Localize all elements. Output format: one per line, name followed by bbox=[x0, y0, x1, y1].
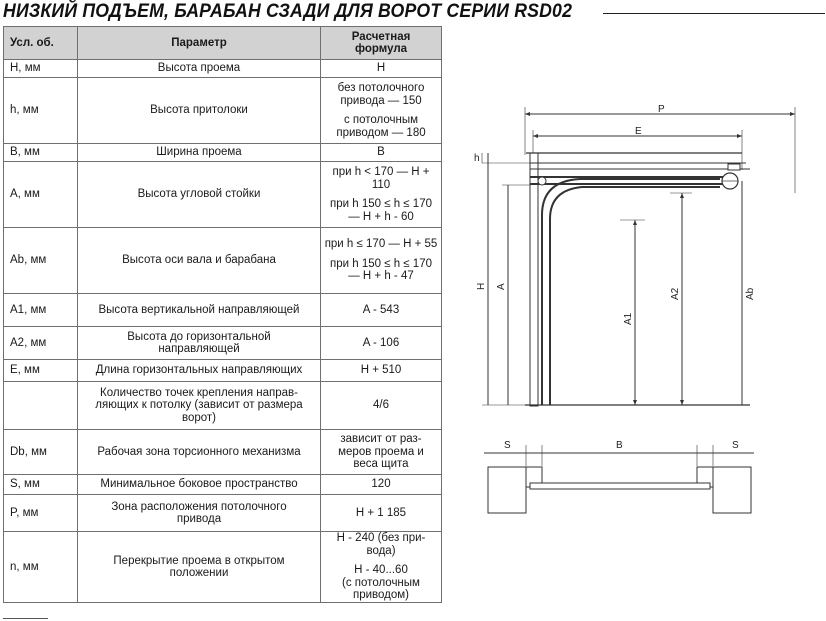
row-parameter-line: Высота до горизонтальной bbox=[127, 330, 271, 343]
page-title: НИЗКИЙ ПОДЪЕМ, БАРАБАН СЗАДИ ДЛЯ ВОРОТ СЕРИИ RSD02 bbox=[3, 1, 573, 22]
bottom-rule bbox=[3, 618, 48, 619]
row-parameter bbox=[78, 294, 321, 327]
row-formula bbox=[321, 360, 442, 382]
spec-table bbox=[3, 26, 442, 603]
row-formula-line: (с потолочным bbox=[342, 576, 420, 589]
row-parameter bbox=[78, 495, 321, 532]
row-formula bbox=[321, 495, 442, 532]
table-row bbox=[4, 382, 442, 430]
row-symbol: A2, мм bbox=[4, 327, 78, 360]
row-parameter-line: Количество точек крепления направ- bbox=[100, 386, 298, 399]
left-wall bbox=[488, 467, 526, 513]
row-symbol: Db, мм bbox=[4, 430, 78, 475]
row-symbol: A, мм bbox=[4, 162, 78, 228]
door-panel bbox=[530, 483, 710, 489]
row-formula-line: веса щита bbox=[353, 458, 409, 471]
row-formula-line: при h 150 ≤ h ≤ 170 — H + h - 60 bbox=[329, 198, 432, 223]
table-row bbox=[4, 162, 442, 228]
row-formula-line: H + 510 bbox=[360, 364, 402, 377]
row-parameter bbox=[78, 60, 321, 78]
row-parameter-line: привода bbox=[176, 513, 222, 525]
row-formula-line: при h < 170 — H + 110 bbox=[332, 166, 430, 191]
row-symbol: Ab, мм bbox=[4, 228, 78, 294]
row-parameter-line: направляющей bbox=[158, 343, 240, 355]
table-row bbox=[4, 144, 442, 162]
row-formula-line: с потолочным приводом — 180 bbox=[336, 114, 426, 139]
row-parameter-line: Перекрытие проема в открытом bbox=[113, 554, 285, 567]
table-header-row bbox=[4, 27, 442, 60]
row-parameter bbox=[78, 78, 321, 144]
row-formula-line: при h 150 ≤ h ≤ 170 — H + h - 47 bbox=[329, 257, 432, 283]
row-parameter-line: Высота притолоки bbox=[150, 104, 248, 117]
row-formula bbox=[321, 475, 442, 495]
table-row bbox=[4, 60, 442, 78]
table-row bbox=[4, 228, 442, 294]
row-parameter-line: Высота проема bbox=[157, 62, 241, 75]
row-parameter-line: Рабочая зона торсионного механизма bbox=[97, 445, 301, 458]
row-parameter-line: ворот) bbox=[181, 411, 216, 424]
row-formula-line: H - 240 (без при- bbox=[336, 532, 426, 545]
row-formula bbox=[321, 382, 442, 430]
label-A1: A1 bbox=[623, 312, 634, 325]
row-parameter bbox=[78, 532, 321, 603]
title-rule bbox=[603, 13, 825, 14]
row-parameter-line: Минимальное боковое пространство bbox=[100, 478, 298, 491]
row-formula-line: H - 40...60 bbox=[354, 564, 408, 577]
label-Ab: Ab bbox=[745, 287, 756, 300]
row-parameter bbox=[78, 360, 321, 382]
header-symbol: Усл. об. bbox=[4, 27, 78, 60]
row-symbol bbox=[4, 382, 78, 430]
row-symbol: A1, мм bbox=[4, 294, 78, 327]
row-symbol: H, мм bbox=[4, 60, 78, 78]
row-formula-line: вода) bbox=[366, 544, 396, 557]
table-row bbox=[4, 327, 442, 360]
row-symbol: n, мм bbox=[4, 532, 78, 603]
row-formula-line: H + 1 185 bbox=[355, 506, 407, 519]
label-h: h bbox=[474, 153, 480, 164]
row-formula bbox=[321, 78, 442, 144]
row-formula-line: приводом) bbox=[352, 589, 409, 602]
row-parameter bbox=[78, 228, 321, 294]
table-row bbox=[4, 475, 442, 495]
label-A2: A2 bbox=[670, 287, 681, 300]
row-formula bbox=[321, 162, 442, 228]
row-formula-line: B bbox=[377, 146, 385, 159]
row-formula bbox=[321, 228, 442, 294]
row-formula-line: 120 bbox=[371, 478, 391, 491]
row-formula-line: A - 106 bbox=[362, 336, 400, 349]
row-parameter bbox=[78, 327, 321, 360]
row-parameter bbox=[78, 162, 321, 228]
label-P: P bbox=[658, 104, 665, 115]
row-formula-line: при h ≤ 170 — H + 55 bbox=[324, 238, 438, 251]
header-parameter: Параметр bbox=[78, 27, 321, 60]
table-row bbox=[4, 430, 442, 475]
row-formula bbox=[321, 60, 442, 78]
row-formula-line: H bbox=[376, 62, 386, 75]
row-formula bbox=[321, 430, 442, 475]
row-formula bbox=[321, 294, 442, 327]
row-parameter-line: ляющих к потолку (зависит от размера bbox=[95, 399, 303, 412]
row-symbol: h, мм bbox=[4, 78, 78, 144]
row-symbol: B, мм bbox=[4, 144, 78, 162]
row-parameter bbox=[78, 475, 321, 495]
table-row bbox=[4, 294, 442, 327]
row-parameter bbox=[78, 382, 321, 430]
row-symbol: P, мм bbox=[4, 495, 78, 532]
row-parameter-line: Высота оси вала и барабана bbox=[122, 254, 276, 267]
row-symbol: E, мм bbox=[4, 360, 78, 382]
row-parameter bbox=[78, 430, 321, 475]
plan-diagram bbox=[484, 433, 759, 523]
right-wall bbox=[713, 467, 751, 513]
row-parameter-line: Высота вертикальной направляющей bbox=[98, 303, 300, 316]
row-parameter-line: положении bbox=[169, 567, 229, 579]
row-formula-line: зависит от раз- bbox=[340, 433, 422, 446]
row-formula-line: без потолочного привода — 150 bbox=[337, 82, 425, 107]
row-formula-line: 4/6 bbox=[373, 399, 389, 412]
row-parameter bbox=[78, 144, 321, 162]
table-row bbox=[4, 78, 442, 144]
row-parameter-line: Зона расположения потолочного bbox=[111, 500, 287, 513]
label-E: E bbox=[635, 126, 642, 137]
label-S-left: S bbox=[504, 440, 511, 451]
row-parameter-line: Длина горизонтальных направляющих bbox=[95, 364, 303, 377]
label-H: H bbox=[476, 282, 487, 290]
wall-pillar bbox=[530, 153, 538, 406]
row-formula bbox=[321, 144, 442, 162]
row-formula-line: A - 543 bbox=[362, 303, 400, 316]
page-header bbox=[3, 1, 825, 25]
side-section-diagram bbox=[470, 95, 810, 415]
header-formula-line: формула bbox=[354, 43, 408, 55]
table-row bbox=[4, 532, 442, 603]
row-symbol: S, мм bbox=[4, 475, 78, 495]
table-row bbox=[4, 495, 442, 532]
label-B: B bbox=[616, 440, 623, 451]
row-parameter-line: Ширина проема bbox=[156, 146, 242, 159]
row-formula-line: меров проема и bbox=[338, 445, 424, 458]
header-formula bbox=[321, 27, 442, 60]
row-formula bbox=[321, 327, 442, 360]
table-row bbox=[4, 360, 442, 382]
label-S-right: S bbox=[732, 440, 739, 451]
header-formula-line: Расчетная bbox=[351, 30, 411, 43]
label-A: A bbox=[496, 283, 507, 290]
row-formula bbox=[321, 532, 442, 603]
row-parameter-line: Высота угловой стойки bbox=[137, 188, 261, 201]
